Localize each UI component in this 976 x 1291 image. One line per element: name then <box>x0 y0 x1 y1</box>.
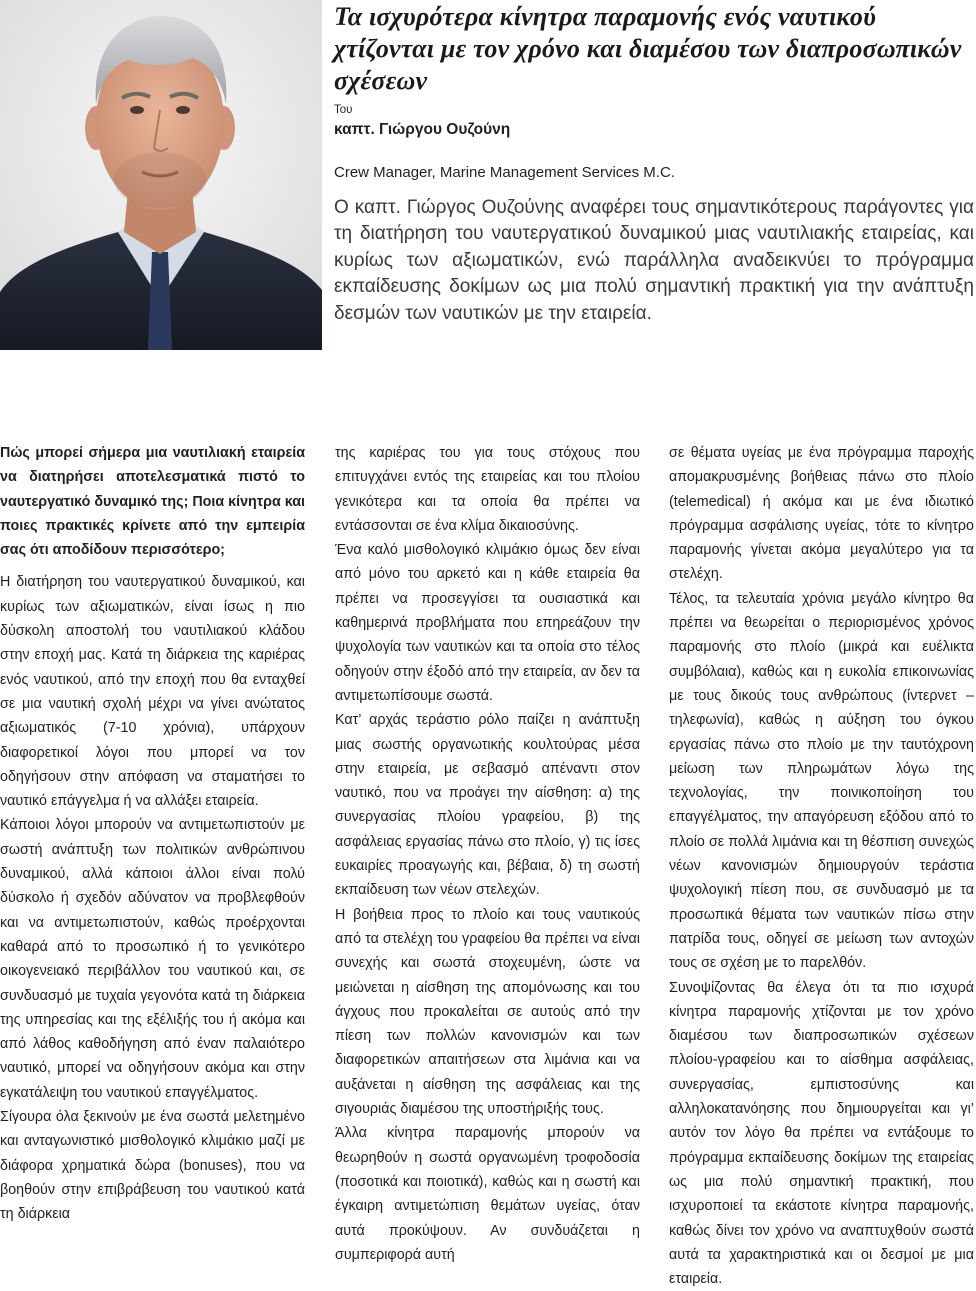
paragraph: Κάποιοι λόγοι μπορούν να αντιμετωπιστούν με σωστή ανάπτυξη των πολιτικών ανθρώπινου δυναμικού, αλλά κάποιοι άλλοι είναι πολύ δύσκολο ή σχεδόν αδύνατον να προβλεφθούν και να αντιμετωπιστούν, καθώς προέρχονται καθαρά από το προσωπικό ή το γενικότερο οικογενειακό περιβάλλον του ναυτικού και, σε συνδυασμό με τυχαία γεγονότα κατά τη διάρκεια της υπηρεσίας και της εξέλιξής του ή ακόμα και από λάθος καθοδήγηση από έναν παλαιότερο ναυτικό, μπορεί να οδηγήσουν ακόμα και στην εγκατάλειψη του ναυτικού επαγγέλματος. <box>0 817 305 1101</box>
paragraph: Κατ’ αρχάς τεράστιο ρόλο παίζει η ανάπτυξη μιας σωστής οργανωτικής κουλτούρας μέσα στην εταιρεία, με σεβασμό απέναντι στον ναυτικό, που να προάγει την αίσθηση: α) της συνεργασίας πλοίου γραφείου, β) της ασφάλειας εργασίας πάνω στο πλοίο, γ) τις ίσες ευκαιρίες προαγωγής και, βέβαια, δ) τη σωστή εκπαίδευση των νέων στελεχών. <box>335 712 640 899</box>
paragraph: σε θέματα υγείας με ένα πρόγραμμα παροχής απομακρυσμένης βοήθειας πάνω στο πλοίο (telemedical) ή ακόμα και με ένα ιδιωτικό πρόγραμμα ασφάλισης υγείας, τότε το κίνητρο παραμονής γίνεται ακόμα μεγαλύτερο για τα στελέχη. <box>669 445 974 583</box>
interview-question: Πώς μπορεί σήμερα μια ναυτιλιακή εταιρεία να διατηρήσει αποτελεσματικά πιστό το ναυτεργατικό δυναμικό της; Ποια κίνητρα και ποιες πρακτικές κρίνετε από την εμπειρία σας ότι αποδίδουν περισσότερο; <box>0 445 305 559</box>
article-title: Τα ισχυρότερα κίνητρα παραμονής ενός ναυτικού χτίζονται με τον χρόνο και διαμέσου των διαπροσωπικών σχέσεων <box>334 2 962 95</box>
article-column-1 <box>0 441 305 1227</box>
byline-label: Του <box>334 104 353 116</box>
author-name: καπτ. Γιώργου Ουζούνη <box>334 121 511 138</box>
portrait-photo-icon <box>0 0 322 350</box>
author-role: Crew Manager, Marine Management Services M.C. <box>334 164 675 181</box>
article-body <box>0 441 976 1291</box>
paragraph: Σίγουρα όλα ξεκινούν με ένα σωστά μελετημένο και ανταγωνιστικό μισθολογικό κλιμάκιο μαζί με διάφορα χρηματικά δώρα (bonuses), που να βοηθούν στην επιβράβευση του ναυτικού κατά τη διάρκεια <box>0 1109 305 1223</box>
paragraph: Η διατήρηση του ναυτεργατικού δυναμικού, και κυρίως των αξιωματικών, είναι ίσως η πιο δύσκολη αποστολή του ναυτιλιακού κλάδου στην εποχή μας. Κατά τη διάρκεια της καριέρας ενός ναυτικού, από την εποχή που θα ενταχθεί σε μια ναυτική σχολή μέχρι να γίνει ανώτατος αξιωματικός (7-10 χρόνια), υπάρχουν διαφορετικοί λόγοι που μπορεί να τον οδηγήσουν στην απόφαση να σταματήσει το ναυτικό επάγγελμα ή να αλλάξει εταιρεία. <box>0 574 305 810</box>
article-column-2 <box>335 441 640 1267</box>
paragraph: Άλλα κίνητρα παραμονής μπορούν να θεωρηθούν η σωστά οργανωμένη τροφοδοσία (ποσοτικά και ποιοτικά), καθώς και η σωστή και έγκαιρη αντιμετώπιση θεμάτων υγείας, όταν αυτά προκύψουν. Αν συνδυάζεται η συμπεριφορά αυτή <box>335 1125 640 1263</box>
paragraph: Η βοήθεια προς το πλοίο και τους ναυτικούς από τα στελέχη του γραφείου θα πρέπει να είναι συνεχής και σωστά στοχευμένη, ώστε να μειώνεται η αίσθηση της απομόνωσης και του άγχους που προκαλείται σε αυτούς από την πίεση των πολλών κανονισμών και των διαφορετικών απαιτήσεων στα λιμάνια και να αυξάνεται η αίσθηση της ασφάλειας και της σιγουριάς διαμέσου της υποστήριξής τους. <box>335 906 640 1118</box>
author-portrait-photo <box>0 0 322 350</box>
paragraph: Συνοψίζοντας θα έλεγα ότι τα πιο ισχυρά κίνητρα παραμονής χτίζονται με τον χρόνο διαμέσου των διαπροσωπικών σχέσεων πλοίου-γραφείου και το αίσθημα ασφάλειας, συνεργασίας, εμπιστοσύνης και αλληλοκατανόησης που δημιουργείται και γι’ αυτόν τον λόγο θα πρέπει να εντάξουμε το πρόγραμμα εκπαίδευσης δοκίμων της εταιρείας ως μια πολύ σημαντική πρακτική, που ισχυροποιεί τα εκάστοτε κίνητρα παραμονής, καθώς δίνει τον χρόνο να αναπτυχθούν σωστά αυτά τα χαρακτηριστικά και οι δεσμοί με μια εταιρεία. <box>669 979 974 1288</box>
article-header <box>334 0 974 327</box>
paragraph: Ένα καλό μισθολογικό κλιμάκιο όμως δεν είναι από μόνο του αρκετό και η κάθε εταιρεία θα πρέπει να προσεγγίσει τα ουσιαστικά και καθημερινά προβλήματα που επηρεάζουν την ψυχολογία των ναυτικών και τα οποία στο τέλος οδηγούν στην έξοδό από την εταιρεία, αν δεν τα αντιμετωπίσουμε σωστά. <box>335 542 640 704</box>
paragraph: της καριέρας του για τους στόχους που επιτυγχάνει εντός της εταιρείας και του πλοίου γενικότερα και τα οποία θα πρέπει να εντάσσονται σε ένα κλίμα δικαιοσύνης. <box>335 445 640 534</box>
paragraph: Τέλος, τα τελευταία χρόνια μεγάλο κίνητρο θα πρέπει να θεωρείται ο περιορισμένος χρόνος παραμονής στο πλοίο (μικρά και ευέλικτα συμβόλαια), καθώς και η ευκολία επικοινωνίας με τους δικούς τους ανθρώπους (ίντερνετ – τηλεφωνία), καθώς η αύξηση του όγκου εργασίας πάνω στο πλοίο με την ταυτόχρονη μείωση των πληρωμάτων λόγω της τεχνολογίας, την ποινικοποίηση του επαγγέλματος, την απαγόρευση εξόδου από το πλοίο σε πολλά λιμάνια και τη θέσπιση συνεχώς νέων κανονισμών δημιουργούν τεράστια ψυχολογική πίεση που, σε συνδυασμό με τα προσωπικά θέματα των ναυτικών πίσω στην πατρίδα τους, οδηγεί σε μείωση των αντοχών τους σε σχέση με το παρελθόν. <box>669 590 974 972</box>
article-lead: Ο καπτ. Γιώργος Ουζούνης αναφέρει τους σημαντικότερους παράγοντες για τη διατήρηση του ναυτεργατικού δυναμικού μιας ναυτιλιακής εταιρείας, και κυρίως των αξιωματικών, ενώ παράλληλα αναδεικνύει το πρόγραμμα εκπαίδευσης δοκίμων ως μια πολύ σημαντική πρακτική για την ανάπτυξη δεσμών των ναυτικών με την εταιρεία. <box>334 197 974 324</box>
article-column-3 <box>669 441 974 1291</box>
